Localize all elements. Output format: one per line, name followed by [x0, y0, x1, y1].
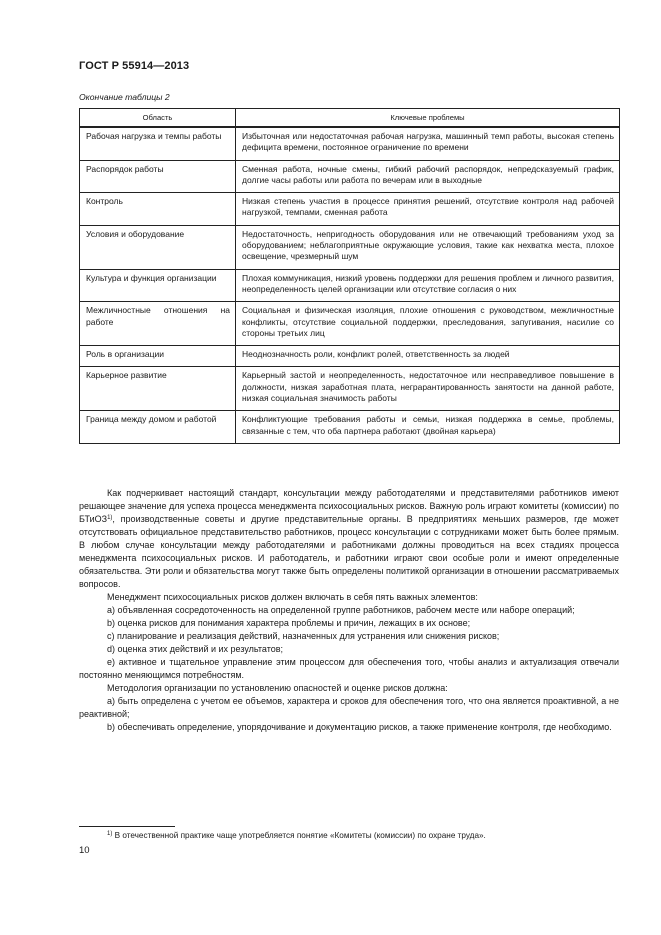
- row-area-cell: Контроль: [80, 193, 236, 226]
- risk-areas-table: [79, 108, 620, 444]
- table-header-row: [80, 109, 620, 128]
- paragraph-text: , производственные советы и другие представительные органы. В предприятиях меньших размеров, где может отсутствовать официальное представительство работников, процесс консультации с сотрудниками может быть более прямым. В любом случае консультации между работодателями и работниками должны проводиться на всех стадиях процесса менеджмента психосоциальных рисков. И работодатель, и работники играют свои особые роли и имеют определенные обязательства. Эти роли и обязательства могут также быть определены политикой организации в отношении рассматриваемых вопросов.: [79, 514, 619, 589]
- row-problems-cell: Сменная работа, ночные смены, гибкий рабочий распорядок, непредсказуемый график, долгие часы работы или работа по вечерам или в выходные: [236, 160, 620, 193]
- column-header-area: Область: [80, 109, 236, 128]
- table-row: [80, 269, 620, 302]
- row-problems-cell: Социальная и физическая изоляция, плохие отношения с руководством, межличностные конфликты, отсутствие социальной поддержки, преследования, запугивания, насилие со стороны третьих лиц: [236, 302, 620, 346]
- footnote-reference: 1): [107, 515, 113, 521]
- row-problems-cell: Карьерный застой и неопределенность, недостаточное или несправедливое повышение в должности, низкая заработная плата, неграрантированность занятости на данной работе, низкая социальная значимость работы: [236, 367, 620, 411]
- row-area-cell: Культура и функция организации: [80, 269, 236, 302]
- footnote: [79, 830, 619, 841]
- row-problems-cell: Недостаточность, непригодность оборудования или не отвечающий требованиям уход за оборудованием; неблагоприятные окружающие условия, такие как нехватка места, плохое освещение, чрезмерный шум: [236, 225, 620, 269]
- paragraph-text: Как подчеркивает настоящий стандарт, консультации между работодателями и представителями работников имеют решающее значение для успеха процесса менеджмента психосоциальных рисков. Важную роль играют комитеты (комиссии) по БТиОЗ: [79, 488, 619, 524]
- list-item: c) планирование и реализация действий, назначенных для устранения или снижения рисков;: [107, 631, 500, 641]
- row-problems-cell: Избыточная или недостаточная рабочая нагрузка, машинный темп работы, высокая степень дефицита времени, постоянное ограничение по времени: [236, 127, 620, 160]
- row-area-cell: Распорядок работы: [80, 160, 236, 193]
- row-area-cell: Граница между домом и работой: [80, 411, 236, 444]
- row-problems-cell: Конфликтующие требования работы и семьи, низкая поддержка в семье, проблемы, связанные с тем, что оба партнера работают (двойная карьера): [236, 411, 620, 444]
- table-caption: Окончание таблицы 2: [79, 92, 170, 102]
- footnote-divider: [79, 826, 175, 827]
- table-row: [80, 127, 620, 160]
- paragraph: [79, 487, 619, 591]
- body-text: [79, 487, 619, 734]
- footnote-mark: 1): [107, 831, 113, 837]
- list-item: b) обеспечивать определение, упорядочивание и документацию рисков, а также применение контроля, где необходимо.: [107, 722, 612, 732]
- table-row: [80, 225, 620, 269]
- list-item: d) оценка этих действий и их результатов;: [107, 644, 284, 654]
- table-row: [80, 160, 620, 193]
- footnote-text: В отечественной практике чаще употребляется понятие «Комитеты (комиссии) по охране труда».: [112, 831, 486, 840]
- table-row: [80, 367, 620, 411]
- paragraph: Методология организации по установлению опасностей и оценке рисков должна:: [107, 683, 448, 693]
- table-row: [80, 411, 620, 444]
- list-item: a) быть определена с учетом ее объемов, характера и сроков для обеспечения того, что она является проактивной, а не реактивной;: [79, 696, 619, 719]
- document-header: ГОСТ Р 55914—2013: [79, 60, 190, 72]
- list-item: a) объявленная сосредоточенность на определенной группе работников, рабочем месте или наборе операций;: [107, 605, 575, 615]
- row-area-cell: Межличностные отношения на работе: [80, 302, 236, 346]
- list-item: b) оценка рисков для понимания характера проблемы и причин, лежащих в их основе;: [107, 618, 471, 628]
- row-area-cell: Рабочая нагрузка и темпы работы: [80, 127, 236, 160]
- table-row: [80, 193, 620, 226]
- list-item: e) активное и тщательное управление этим процессом для обеспечения того, чтобы анализ и актуализация отвечали постоянно меняющимся потребностям.: [79, 657, 619, 680]
- page-number: 10: [79, 845, 90, 856]
- row-problems-cell: Плохая коммуникация, низкий уровень поддержки для решения проблем и личного развития, неопределенность целей организации или отсутствие согласия о них: [236, 269, 620, 302]
- row-problems-cell: Неоднозначность роли, конфликт ролей, ответственность за людей: [236, 346, 620, 367]
- column-header-problems: Ключевые проблемы: [236, 109, 620, 128]
- row-area-cell: Роль в организации: [80, 346, 236, 367]
- row-area-cell: Условия и оборудование: [80, 225, 236, 269]
- table-row: [80, 346, 620, 367]
- table-row: [80, 302, 620, 346]
- row-problems-cell: Низкая степень участия в процессе принятия решений, отсутствие контроля над рабочей нагрузкой, темпами, сменная работа: [236, 193, 620, 226]
- row-area-cell: Карьерное развитие: [80, 367, 236, 411]
- paragraph: Менеджмент психосоциальных рисков должен включать в себя пять важных элементов:: [107, 592, 478, 602]
